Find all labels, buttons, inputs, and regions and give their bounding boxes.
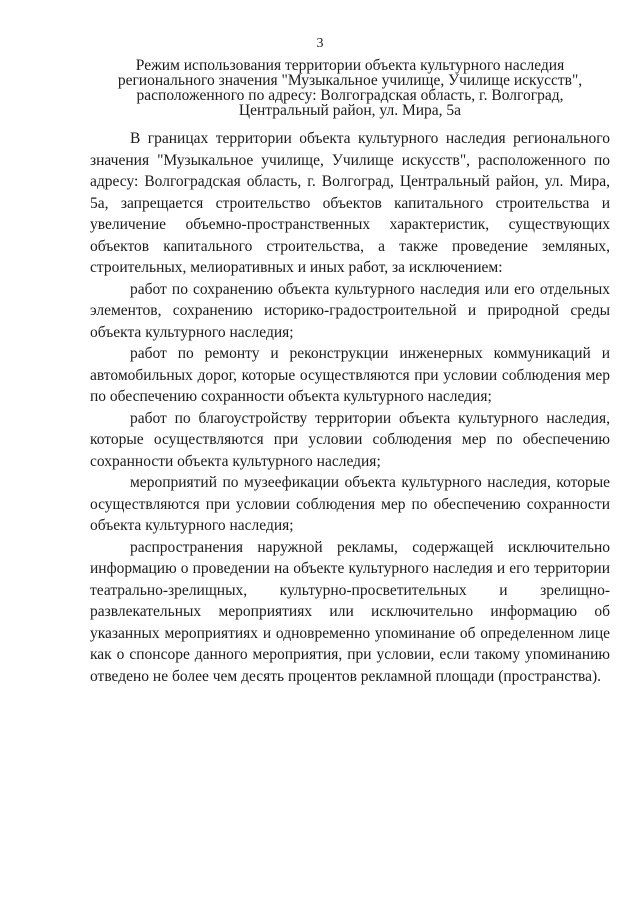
paragraph-exception-advertising: распространения наружной рекламы, содержащей исключительно информацию о проведении на объекте культурного наследия и его территории театрально-зрелищных, культурно-просветительных и зрелищно-развлекательных мероприятиях или исключительно информацию об указанных мероприятиях и одновременно упоминание об определенном лице как о спонсоре данного мероприятия, при условии, если такому упоминанию отведено не более чем десять процентов рекламной площади (пространства).	[90, 538, 610, 685]
document-title: Режим использования территории объекта культурного наследия регионального значения "Музыкальное училище, Училище искусств", расположенного по адресу: Волгоградская область, г. Волгоград, Центральный район, ул. Мира, 5а	[117, 57, 583, 119]
paragraph-exception-museum: мероприятий по музеефикации объекта культурного наследия, которые осуществляются при условии соблюдения мер по обеспечению сохранности объекта культурного наследия;	[90, 474, 610, 534]
paragraph-exception-preservation: работ по сохранению объекта культурного наследия или его отдельных элементов, сохранению историко-градостроительной и природной среды объекта культурного наследия;	[90, 280, 610, 341]
paragraph-exception-repair: работ по ремонту и реконструкции инженерных коммуникаций и автомобильных дорог, которые осуществляются при условии соблюдения мер по обеспечению сохранности объекта культурного наследия;	[90, 345, 610, 405]
page-number: 3	[316, 36, 324, 51]
document-body	[90, 128, 610, 687]
paragraph-intro: В границах территории объекта культурного наследия регионального значения "Музыкальное училище, Училище искусств", расположенного по адресу: Волгоградская область, г. Волгоград, Центральный район, ул. Мира, 5а, запрещается строительство объектов капитального строительства и увеличение объемно-пространственных характеристик, существующих объектов капитального строительства, а также проведение земляных, строительных, мелиоративных и иных работ, за исключением:	[90, 130, 610, 276]
paragraph-exception-landscaping: работ по благоустройству территории объекта культурного наследия, которые осуществляются при условии соблюдения мер по обеспечению сохранности объекта культурного наследия;	[90, 409, 610, 470]
